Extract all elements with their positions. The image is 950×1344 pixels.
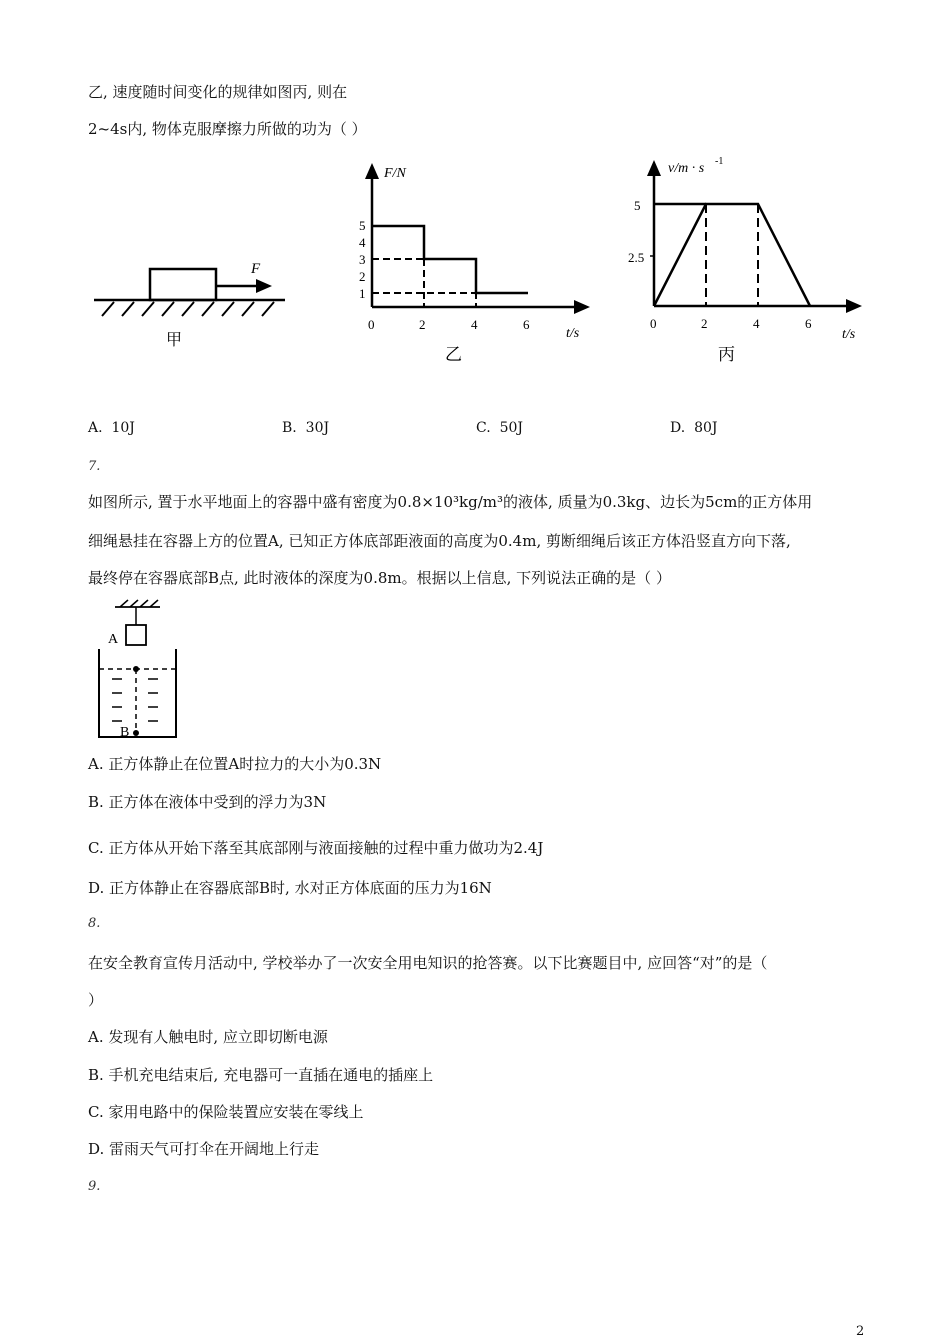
y-tick: 1 <box>359 286 366 301</box>
q6-stem-line1: 乙, 速度随时间变化的规律如图丙, 则在 <box>88 83 348 101</box>
x-tick: 4 <box>753 316 760 331</box>
y-tick: 5 <box>359 218 366 233</box>
ground-hatching <box>102 302 274 316</box>
figure-jia <box>90 250 290 360</box>
y-axis-label-sup: -1 <box>715 156 724 167</box>
cube <box>126 625 146 645</box>
y-tick: 5 <box>634 198 641 213</box>
block <box>150 269 216 300</box>
x-tick-labels <box>650 316 812 331</box>
y-axis-arrow <box>647 160 661 176</box>
velocity-line <box>654 204 810 306</box>
q8-number: 8. <box>88 916 101 931</box>
x-axis-arrow <box>846 299 862 313</box>
label-a: A <box>108 632 119 647</box>
y-tick: 2 <box>359 269 366 284</box>
q8-option-c: C. 家用电路中的保险装置应安装在零线上 <box>88 1103 364 1121</box>
x-tick: 4 <box>471 317 478 332</box>
y-axis-arrow <box>365 163 379 179</box>
q6-option-b: B. 30J <box>282 420 330 436</box>
x-tick-labels <box>368 317 530 332</box>
q7-stem-line1: 如图所示, 置于水平地面上的容器中盛有密度为0.8×10³kg/m³的液体, 质量为0.3kg、边长为5cm的正方体用 <box>88 493 813 511</box>
ceiling-hatching <box>120 600 158 607</box>
figure-bing <box>620 150 870 365</box>
caption-jia: 甲 <box>166 332 183 349</box>
container <box>99 649 176 737</box>
dashed-guides <box>706 204 758 306</box>
x-tick: 0 <box>368 317 375 332</box>
q7-option-b: B. 正方体在液体中受到的浮力为3N <box>88 793 327 811</box>
q7-stem-line3: 最终停在容器底部B点, 此时液体的深度为0.8m。根据以上信息, 下列说法正确的是（ ） <box>88 569 671 587</box>
y-tick: 3 <box>359 252 366 267</box>
q7-option-d: D. 正方体静止在容器底部B时, 水对正方体底面的压力为16N <box>88 879 492 897</box>
y-tick-labels <box>359 218 366 301</box>
figure-container <box>90 597 190 742</box>
y-tick: 2.5 <box>628 250 645 265</box>
x-tick: 6 <box>523 317 530 332</box>
label-b: B <box>120 725 130 740</box>
caption-bing: 丙 <box>718 345 735 364</box>
force-arrowhead <box>256 279 272 293</box>
q7-stem-line2: 细绳悬挂在容器上方的位置A, 已知正方体底部距液面的高度为0.4m, 剪断细绳后该正方体沿竖直方向下落, <box>88 532 791 550</box>
x-tick: 0 <box>650 316 657 331</box>
surface-point <box>133 666 139 672</box>
q8-stem-line1: 在安全教育宣传月活动中, 学校举办了一次安全用电知识的抢答赛。以下比赛题目中, 应回答“对”的是（ <box>88 954 768 972</box>
q8-option-b: B. 手机充电结束后, 充电器可一直插在通电的插座上 <box>88 1066 434 1084</box>
q8-option-d: D. 雷雨天气可打伞在开阔地上行走 <box>88 1140 320 1158</box>
x-axis-label: t/s <box>566 326 580 341</box>
q6-stem-line2: 2~4s内, 物体克服摩擦力所做的功为（ ） <box>88 120 367 138</box>
q7-number: 7. <box>88 459 101 474</box>
q7-option-a: A. 正方体静止在位置A时拉力的大小为0.3N <box>88 755 382 773</box>
figure-yi <box>348 155 598 365</box>
page-number: 2 <box>856 1324 865 1339</box>
liquid-marks <box>112 679 158 721</box>
q7-option-c: C. 正方体从开始下落至其底部刚与液面接触的过程中重力做功为2.4J <box>88 839 544 857</box>
q9-number: 9. <box>88 1179 101 1194</box>
q6-option-c: C. 50J <box>476 420 524 436</box>
y-axis-label: v/m · s <box>668 161 705 176</box>
caption-yi: 乙 <box>445 345 462 364</box>
x-axis-arrow <box>574 300 590 314</box>
dashed-guides <box>372 226 476 307</box>
x-axis-label: t/s <box>842 327 856 342</box>
x-tick: 2 <box>701 316 708 331</box>
point-b <box>133 730 139 736</box>
y-axis-label: F/N <box>384 166 406 181</box>
x-tick: 6 <box>805 316 812 331</box>
q6-option-a: A. 10J <box>88 420 135 436</box>
q6-option-d: D. 80J <box>670 420 718 436</box>
q8-option-a: A. 发现有人触电时, 应立即切断电源 <box>88 1028 328 1046</box>
q8-stem-line2: ） <box>88 991 104 1009</box>
force-label: F <box>251 261 261 277</box>
y-tick: 4 <box>359 235 366 250</box>
y-tick-labels <box>628 198 644 265</box>
x-tick: 2 <box>419 317 426 332</box>
